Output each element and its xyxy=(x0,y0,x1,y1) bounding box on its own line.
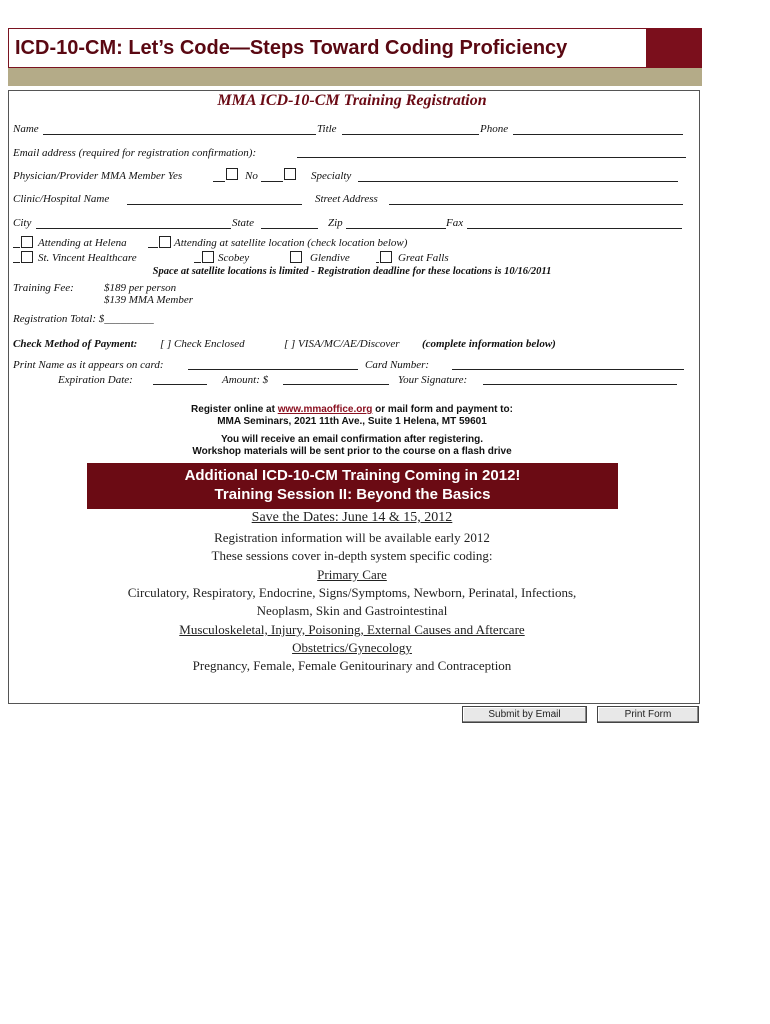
mmaoffice-link[interactable]: www.mmaoffice.org xyxy=(277,404,373,415)
register-line-1 xyxy=(0,404,704,415)
primary-care-topics-1: Circulatory, Respiratory, Endocrine, Signs/Symptoms, Newborn, Perinatal, Infections, xyxy=(127,585,577,600)
phone-field[interactable] xyxy=(513,134,683,135)
card-number-label: Card Number: xyxy=(365,359,430,371)
banner-line-2: Training Session II: Beyond the Basics xyxy=(214,486,491,503)
register-confirmation-note: You will receive an email confirmation after registering. xyxy=(220,434,484,445)
title-field[interactable] xyxy=(342,134,479,135)
state-label: State xyxy=(232,217,254,229)
deadline-note: Space at satellite locations is limited - Registration deadline for these locations is 10/16/2011 xyxy=(152,266,552,277)
street-field[interactable] xyxy=(389,204,683,205)
page-title: ICD-10-CM: Let’s Code—Steps Toward Coding Proficiency xyxy=(15,37,568,59)
banner-line-1: Additional ICD-10-CM Training Coming in 2012! xyxy=(184,467,521,484)
member-no-checkbox[interactable] xyxy=(284,168,296,180)
register-materials-note: Workshop materials will be sent prior to the course on a flash drive xyxy=(192,446,512,457)
print-name-field[interactable] xyxy=(188,369,358,370)
clinic-field[interactable] xyxy=(127,204,302,205)
amount-field[interactable] xyxy=(283,384,389,385)
save-the-dates: Save the Dates: June 14 & 15, 2012 xyxy=(251,510,453,525)
card-number-field[interactable] xyxy=(452,369,684,370)
zip-label: Zip xyxy=(328,217,343,229)
title-label: Title xyxy=(317,123,337,135)
obgyn-topics: Pregnancy, Female, Female Genitourinary and Contraception xyxy=(192,658,512,673)
header-accent-block xyxy=(646,28,702,68)
attend-satellite-underline xyxy=(148,247,158,248)
phone-label: Phone xyxy=(480,123,509,135)
fax-label: Fax xyxy=(446,217,464,229)
register-line-1-pre: Register online at xyxy=(191,404,278,415)
state-field[interactable] xyxy=(261,228,318,229)
registration-total: Registration Total: $_________ xyxy=(13,313,154,325)
register-line-1-post: or mail form and payment to: xyxy=(372,404,513,415)
member-label: Physician/Provider MMA Member Yes xyxy=(13,170,183,182)
st-vincent-underline xyxy=(13,262,20,263)
additional-training-banner xyxy=(87,463,618,509)
musculoskeletal-heading: Musculoskeletal, Injury, Poisoning, External Causes and Aftercare xyxy=(179,622,525,637)
email-label: Email address (required for registration confirmation): xyxy=(13,147,257,159)
attend-helena-label: Attending at Helena xyxy=(38,237,127,249)
payment-check-option[interactable]: [ ] Check Enclosed xyxy=(160,338,245,350)
attend-helena-checkbox[interactable] xyxy=(21,236,33,248)
amount-label: Amount: $ xyxy=(222,374,269,386)
payment-method-label: Check Method of Payment: xyxy=(13,338,138,350)
primary-care-heading: Primary Care xyxy=(317,567,387,582)
signature-field[interactable] xyxy=(483,384,677,385)
attend-helena-underline xyxy=(13,247,20,248)
no-underline xyxy=(261,181,283,182)
registration-info-note: Registration information will be available early 2012 xyxy=(214,530,490,545)
obgyn-heading: Obstetrics/Gynecology xyxy=(292,640,412,655)
scobey-label: Scobey xyxy=(218,252,250,264)
fee-label: Training Fee: xyxy=(13,282,74,294)
city-field[interactable] xyxy=(36,228,231,229)
fee-member: $139 MMA Member xyxy=(104,294,193,306)
expiration-field[interactable] xyxy=(153,384,207,385)
fee-per-person: $189 per person xyxy=(104,282,177,294)
attend-satellite-checkbox[interactable] xyxy=(159,236,171,248)
zip-field[interactable] xyxy=(346,228,446,229)
attend-satellite-label: Attending at satellite location (check location below) xyxy=(174,237,408,249)
print-name-label: Print Name as it appears on card: xyxy=(13,359,164,371)
city-label: City xyxy=(13,217,32,229)
glendive-label: Glendive xyxy=(310,252,350,264)
sessions-cover-note: These sessions cover in-depth system specific coding: xyxy=(211,548,493,563)
payment-card-note: (complete information below) xyxy=(422,338,556,350)
specialty-label: Specialty xyxy=(311,170,352,182)
clinic-label: Clinic/Hospital Name xyxy=(13,193,110,205)
scobey-checkbox[interactable] xyxy=(202,251,214,263)
primary-care-topics-2: Neoplasm, Skin and Gastrointestinal xyxy=(256,603,448,618)
glendive-checkbox[interactable] xyxy=(290,251,302,263)
header-band xyxy=(8,68,702,86)
register-address: MMA Seminars, 2021 11th Ave., Suite 1 Helena, MT 59601 xyxy=(217,416,487,427)
st-vincent-checkbox[interactable] xyxy=(21,251,33,263)
name-field[interactable] xyxy=(43,134,316,135)
expiration-label: Expiration Date: xyxy=(58,374,133,386)
street-label: Street Address xyxy=(315,193,378,205)
form-title: MMA ICD-10-CM Training Registration xyxy=(217,92,487,109)
name-label: Name xyxy=(13,123,39,135)
st-vincent-label: St. Vincent Healthcare xyxy=(38,252,137,264)
great-falls-checkbox[interactable] xyxy=(380,251,392,263)
great-falls-label: Great Falls xyxy=(398,252,449,264)
signature-label: Your Signature: xyxy=(398,374,468,386)
member-yes-checkbox[interactable] xyxy=(226,168,238,180)
no-label: No xyxy=(245,170,258,182)
email-field[interactable] xyxy=(297,157,686,158)
yes-underline xyxy=(213,181,225,182)
specialty-field[interactable] xyxy=(358,181,678,182)
payment-card-option[interactable]: [ ] VISA/MC/AE/Discover xyxy=(284,338,400,350)
print-form-button[interactable]: Print Form xyxy=(597,706,699,723)
great-falls-underline xyxy=(376,262,379,263)
scobey-underline xyxy=(194,262,201,263)
page-header xyxy=(8,28,702,86)
submit-by-email-button[interactable]: Submit by Email xyxy=(462,706,587,723)
header-title-bar xyxy=(8,28,702,68)
fax-field[interactable] xyxy=(467,228,682,229)
